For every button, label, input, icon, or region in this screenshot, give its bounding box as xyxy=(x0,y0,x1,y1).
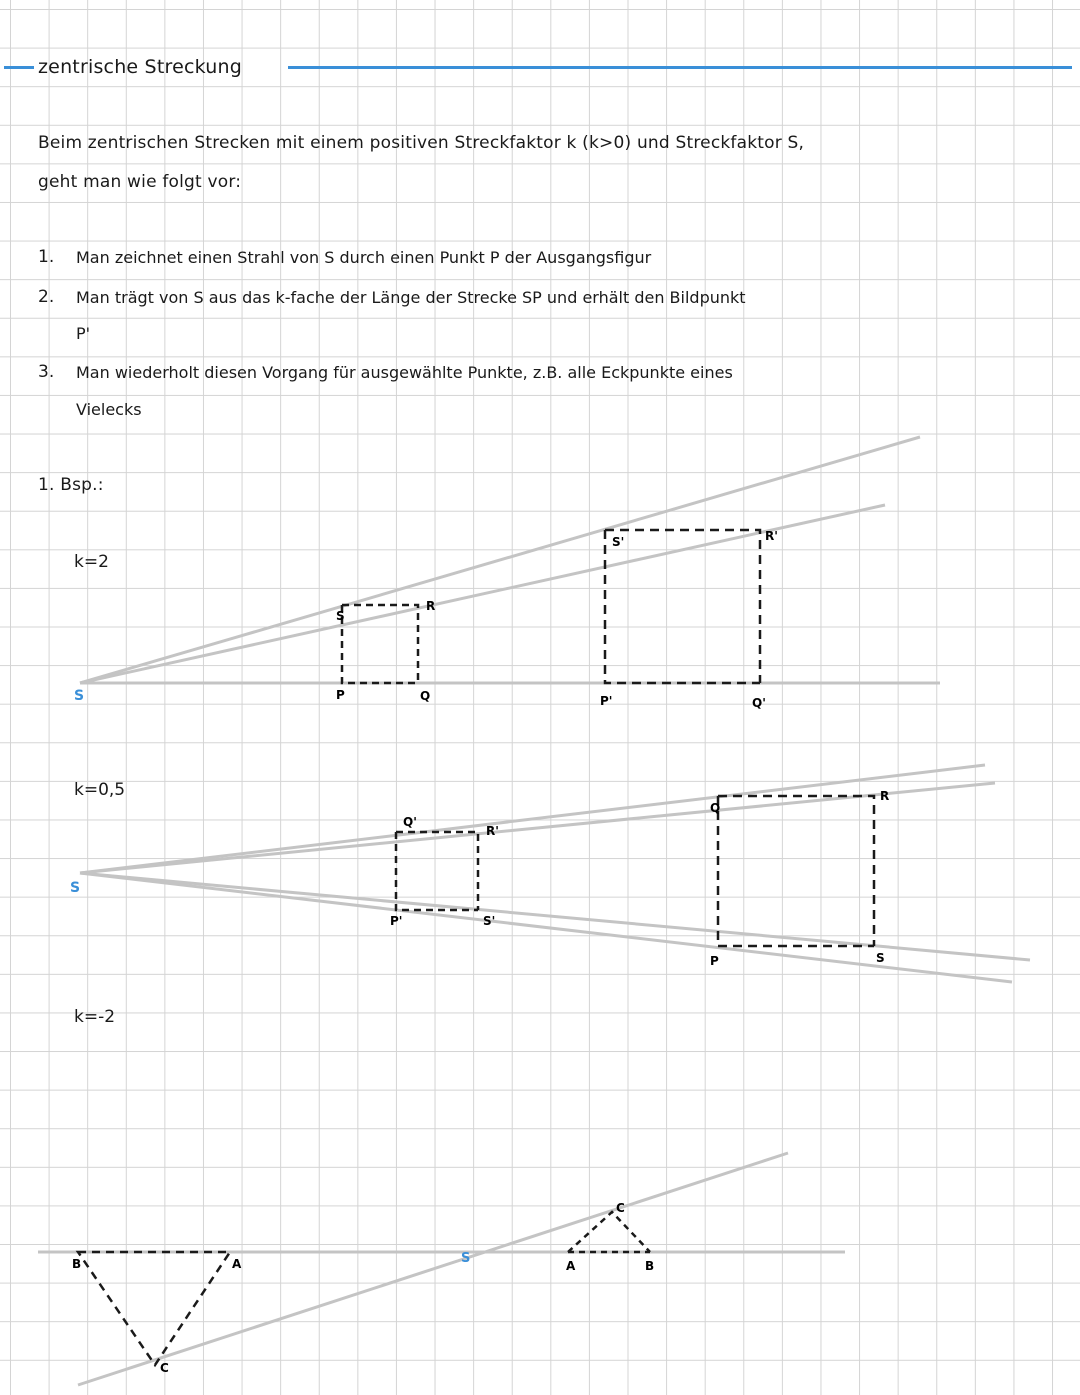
point-c-prime-label: C xyxy=(160,1361,169,1375)
step-1-text: Man zeichnet einen Strahl von S durch einen Punkt P der Ausgangsfigur xyxy=(76,248,652,267)
center-s-label: S xyxy=(70,880,81,896)
example-3-k-label: k=-2 xyxy=(74,1007,116,1027)
original-square-large xyxy=(718,796,874,946)
ray-upper xyxy=(80,437,920,683)
intro-line-2: geht man wie folgt vor: xyxy=(38,172,242,192)
point-r-label: R xyxy=(426,599,436,613)
example-3-figure xyxy=(38,1153,845,1385)
step-2-number: 2. xyxy=(38,287,55,307)
point-p-label: P xyxy=(336,688,345,702)
point-q-prime-label: Q' xyxy=(752,696,766,710)
step-2-text: Man trägt von S aus das k-fache der Länge der Strecke SP und erhält den Bildpunkt xyxy=(76,288,746,307)
page-title: zentrische Streckung xyxy=(38,56,242,78)
image-square-small xyxy=(396,832,478,910)
example-2-k-label: k=0,5 xyxy=(74,780,126,800)
example-2-figure xyxy=(70,765,1030,982)
example-label: 1. Bsp.: xyxy=(38,475,104,495)
point-r-prime-label: R' xyxy=(765,529,778,543)
step-2-text-cont: P' xyxy=(76,324,91,343)
step-3-number: 3. xyxy=(38,362,55,382)
point-p-prime-label: P' xyxy=(600,694,613,708)
point-q-prime-label: Q' xyxy=(403,815,417,829)
step-3-text: Man wiederholt diesen Vorgang für ausgewählte Punkte, z.B. alle Eckpunkte eines xyxy=(76,363,733,382)
center-s-label: S xyxy=(461,1251,471,1266)
point-q-label: Q xyxy=(710,801,721,815)
ray-upper-1 xyxy=(80,765,985,873)
ray-lower-1 xyxy=(80,873,1030,960)
point-s-prime-label: S' xyxy=(483,914,496,928)
image-square xyxy=(605,530,760,683)
step-3-text-cont: Vielecks xyxy=(76,400,142,419)
point-r-prime-label: R' xyxy=(486,824,499,838)
example-1-figure xyxy=(74,437,940,710)
center-s-label: S xyxy=(74,688,85,704)
point-q-label: Q xyxy=(420,689,431,703)
point-b-prime-label: B xyxy=(72,1257,82,1271)
point-c-label: C xyxy=(616,1201,625,1215)
point-s-label: S xyxy=(336,609,345,623)
point-s-label: S xyxy=(876,951,885,965)
intro-line-1: Beim zentrischen Strecken mit einem positiven Streckfaktor k (k>0) und Streckfaktor S, xyxy=(38,133,805,153)
point-r-label: R xyxy=(880,789,890,803)
point-p-label: P xyxy=(710,954,719,968)
point-s-prime-label: S' xyxy=(612,535,625,549)
point-b-label: B xyxy=(645,1259,655,1273)
example-1-k-label: k=2 xyxy=(74,552,109,572)
ray-diagonal xyxy=(78,1153,788,1385)
image-triangle xyxy=(78,1252,230,1365)
point-p-prime-label: P' xyxy=(390,914,403,928)
original-triangle xyxy=(568,1212,650,1252)
step-1-number: 1. xyxy=(38,247,55,267)
point-a-label: A xyxy=(566,1259,576,1273)
point-a-prime-label: A xyxy=(232,1257,242,1271)
ray-lower-2 xyxy=(80,873,1012,982)
